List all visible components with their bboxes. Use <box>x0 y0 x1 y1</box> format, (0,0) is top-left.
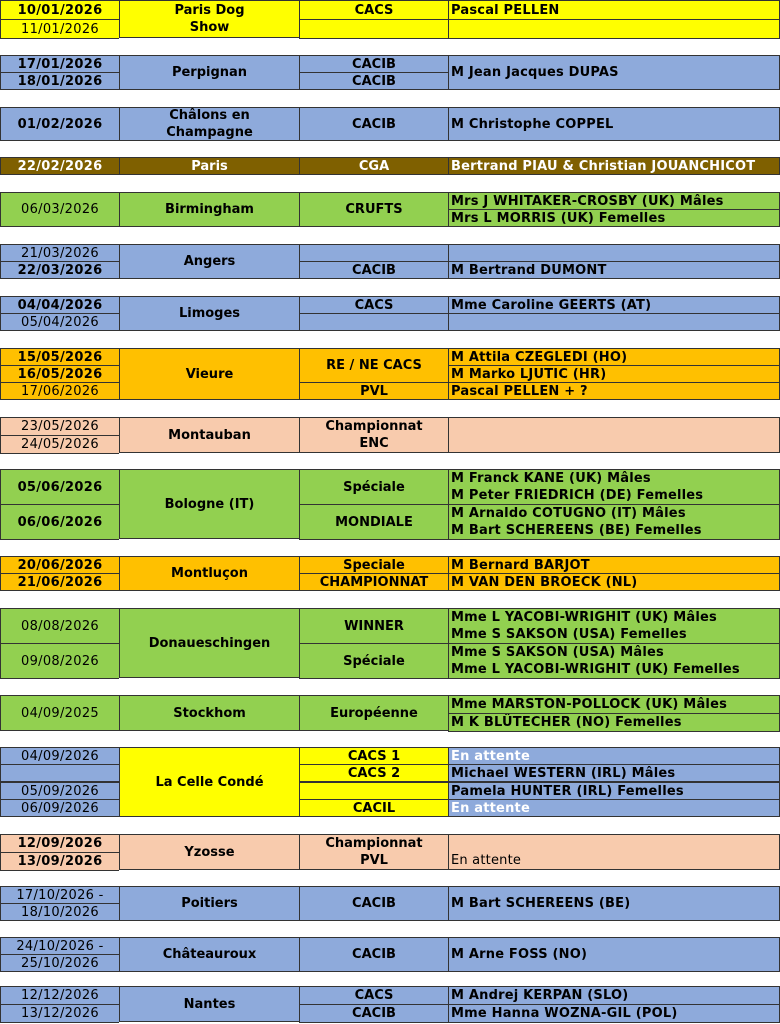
event-judges-cell <box>448 573 780 591</box>
event-date: 04/09/2026 <box>21 748 99 764</box>
event-date: 01/02/2026 <box>17 116 103 132</box>
event-title <box>300 245 448 261</box>
event-date: 06/03/2026 <box>21 202 99 217</box>
event-judges-cell <box>448 19 780 39</box>
event-title-cell <box>299 107 448 141</box>
event-title: Championnat <box>325 419 423 434</box>
event-judges-cell <box>448 643 780 679</box>
event-city: Châlons en <box>169 108 250 123</box>
event-date-cell <box>0 365 119 383</box>
event-date-cell <box>0 937 119 955</box>
event-date-cell <box>0 608 119 644</box>
judge-name: Mme S SAKSON (USA) Femelles <box>451 627 687 642</box>
judge-name: En attente <box>451 748 530 764</box>
event-date-cell <box>0 348 119 366</box>
event-city-cell <box>119 192 299 227</box>
event-date: 11/01/2026 <box>21 21 99 37</box>
event-title: CGA <box>358 158 390 174</box>
event-date: 12/09/2026 <box>17 836 103 851</box>
event-title-cell <box>299 695 448 731</box>
event-date-cell <box>0 382 119 400</box>
event-date-cell <box>0 886 119 904</box>
event-judges-cell <box>448 296 780 314</box>
event-city-cell <box>119 296 299 331</box>
event-city-cell <box>119 348 299 400</box>
judge-name: Michael WESTERN (IRL) Mâles <box>451 765 676 781</box>
event-date-cell <box>0 261 119 279</box>
event-city: Perpignan <box>171 65 248 80</box>
event-judges-cell <box>448 695 780 714</box>
event-city: Show <box>189 20 230 35</box>
event-city-cell <box>119 55 299 90</box>
event-judges-cell <box>448 799 780 817</box>
event-title: CACIB <box>352 896 396 911</box>
event-date-cell <box>0 107 119 141</box>
judge-name: M Christophe COPPEL <box>451 116 614 132</box>
event-title <box>300 21 448 38</box>
judge-name: Mme S SAKSON (USA) Mâles <box>451 645 664 660</box>
event-city-cell <box>119 608 299 678</box>
event-city-cell <box>119 244 299 279</box>
event-city: Angers <box>183 254 236 269</box>
event-date-cell <box>0 747 119 765</box>
event-date: 12/12/2026 <box>21 988 99 1003</box>
event-title-cell <box>299 1004 448 1023</box>
event-judges-cell <box>448 209 780 227</box>
event-city-cell <box>119 695 299 731</box>
event-date: 22/02/2026 <box>17 158 103 174</box>
event-date: 05/04/2026 <box>21 314 99 330</box>
event-judges-cell <box>448 417 780 453</box>
judge-name: M Andrej KERPAN (SLO) <box>451 988 629 1003</box>
event-city: Stockhom <box>173 705 246 721</box>
event-title-cell <box>299 747 448 765</box>
event-title-cell <box>299 886 448 921</box>
judge-name <box>451 245 779 261</box>
event-title: PVL <box>360 383 388 399</box>
event-date: 18/01/2026 <box>17 73 103 89</box>
event-title: CACIB <box>352 262 396 278</box>
event-date: 21/06/2026 <box>17 574 103 590</box>
event-title-cell <box>299 573 448 591</box>
event-judges-cell <box>448 244 780 262</box>
event-judges-cell <box>448 937 780 972</box>
event-title: RE / NE CACS <box>326 358 422 373</box>
event-city: Yzosse <box>184 844 235 860</box>
event-title: CACIB <box>352 947 396 962</box>
event-date-cell <box>0 313 119 331</box>
event-date: 22/03/2026 <box>17 262 103 278</box>
event-title <box>300 783 448 799</box>
event-date: 06/09/2026 <box>21 800 99 816</box>
event-city-cell <box>119 107 299 141</box>
event-title: CACS <box>354 988 394 1003</box>
judge-name <box>451 427 779 444</box>
event-date: 08/08/2026 <box>21 618 99 634</box>
event-date-cell <box>0 192 119 227</box>
event-judges-cell <box>448 986 780 1005</box>
event-title-cell <box>299 834 448 870</box>
event-city: Châteauroux <box>162 947 257 962</box>
event-date: 23/05/2026 <box>21 419 99 434</box>
event-judges-cell <box>448 608 780 644</box>
event-title-cell <box>299 0 448 20</box>
event-date-cell <box>0 764 119 782</box>
event-judges-cell <box>448 782 780 800</box>
event-judges-cell <box>448 313 780 331</box>
event-judges-cell <box>448 747 780 765</box>
event-judges-cell <box>448 107 780 141</box>
event-judges-cell <box>448 365 780 383</box>
event-city-cell <box>119 986 299 1022</box>
judge-name: M VAN DEN BROECK (NL) <box>451 574 638 590</box>
event-judges-cell <box>448 1004 780 1023</box>
judge-name: Mme L YACOBI-WRIGHIT (UK) Femelles <box>451 662 740 677</box>
judge-name: Mme MARSTON-POLLOCK (UK) Mâles <box>451 697 728 712</box>
judge-name: Mme L YACOBI-WRIGHIT (UK) Mâles <box>451 610 717 625</box>
event-date: 15/05/2026 <box>17 349 103 365</box>
event-city-cell <box>119 834 299 870</box>
judge-name: Mme Caroline GEERTS (AT) <box>451 297 652 313</box>
event-date: 17/01/2026 <box>17 56 103 72</box>
event-judges-cell <box>448 0 780 20</box>
event-city: Paris Dog <box>174 3 245 18</box>
event-title-cell <box>299 608 448 644</box>
judge-name: M Peter FRIEDRICH (DE) Femelles <box>451 488 704 503</box>
event-date-cell <box>0 0 119 20</box>
event-date: 13/09/2026 <box>17 854 103 869</box>
event-city: Limoges <box>178 306 241 321</box>
event-title: PVL <box>360 853 388 868</box>
event-title-cell <box>299 72 448 90</box>
judge-name: M Bertrand DUMONT <box>451 262 607 278</box>
event-title: CHAMPIONNAT <box>319 574 429 590</box>
judge-name: M Bart SCHEREENS (BE) Femelles <box>451 523 702 538</box>
event-date-cell <box>0 244 119 262</box>
event-judges-cell <box>448 157 780 175</box>
event-title-cell <box>299 55 448 73</box>
event-city-cell <box>119 556 299 591</box>
event-title: CACS 2 <box>347 765 401 781</box>
event-date-cell <box>0 19 119 39</box>
judge-name <box>451 21 779 38</box>
judge-name: Pascal PELLEN + ? <box>451 383 588 399</box>
event-city: Montluçon <box>171 566 248 581</box>
event-date: 24/05/2026 <box>21 437 99 452</box>
event-date-cell <box>0 55 119 73</box>
event-title-cell <box>299 261 448 279</box>
event-date: 09/08/2026 <box>21 653 99 669</box>
event-title-cell <box>299 799 448 817</box>
event-title-cell <box>299 504 448 540</box>
event-date-cell <box>0 469 119 505</box>
event-title: Spéciale <box>343 653 405 669</box>
event-city-cell <box>119 937 299 972</box>
judge-name: En attente <box>451 853 522 868</box>
event-title: MONDIALE <box>335 514 413 530</box>
event-city-cell <box>119 886 299 921</box>
event-judges-cell <box>448 886 780 921</box>
event-title: Spéciale <box>343 479 405 495</box>
event-date-cell <box>0 903 119 921</box>
judge-name: M Franck KANE (UK) Mâles <box>451 471 651 486</box>
judge-name: M Bernard BARJOT <box>451 557 590 573</box>
event-title: WINNER <box>344 618 404 634</box>
event-city: Nantes <box>183 996 236 1012</box>
event-city: La Celle Condé <box>155 774 264 790</box>
event-date: 17/06/2026 <box>21 383 99 399</box>
event-judges-cell <box>448 504 780 540</box>
event-date-cell <box>0 556 119 574</box>
event-date-cell <box>0 1004 119 1023</box>
event-title: CACS <box>354 2 394 18</box>
event-title: CACS <box>354 297 394 313</box>
event-title-cell <box>299 19 448 39</box>
event-title: CACIB <box>352 56 396 72</box>
event-judges-cell <box>448 713 780 732</box>
event-date: 04/04/2026 <box>17 297 103 313</box>
event-date: 17/10/2026 - <box>16 887 104 903</box>
judge-name: M Attila CZEGLEDI (HO) <box>451 349 628 365</box>
event-date: 16/05/2026 <box>17 366 103 382</box>
event-title-cell <box>299 556 448 574</box>
event-date-cell <box>0 799 119 817</box>
event-city-cell <box>119 157 299 175</box>
event-date: 10/01/2026 <box>17 2 103 18</box>
event-date-cell <box>0 435 119 454</box>
event-judges-cell <box>448 469 780 505</box>
judge-name: M Arne FOSS (NO) <box>451 947 588 962</box>
event-title-cell <box>299 643 448 679</box>
event-city-cell <box>119 469 299 539</box>
event-judges-cell <box>448 261 780 279</box>
event-date <box>1 765 119 781</box>
event-title: CACIB <box>352 116 396 132</box>
event-date-cell <box>0 296 119 314</box>
event-date-cell <box>0 954 119 972</box>
event-title-cell <box>299 417 448 453</box>
event-judges-cell <box>448 556 780 574</box>
event-city: Montauban <box>168 427 251 443</box>
event-date-cell <box>0 834 119 853</box>
event-date: 20/06/2026 <box>17 557 103 573</box>
event-title-cell <box>299 192 448 227</box>
event-date-cell <box>0 417 119 436</box>
event-date-cell <box>0 504 119 540</box>
event-judges-cell <box>448 348 780 366</box>
event-judges-cell <box>448 55 780 90</box>
judge-name: M Bart SCHEREENS (BE) <box>451 896 631 911</box>
event-title: CRUFTS <box>345 202 403 217</box>
event-title: Speciale <box>343 557 405 573</box>
event-city: Donaueschingen <box>148 635 271 651</box>
event-date-cell <box>0 695 119 731</box>
event-title-cell <box>299 244 448 262</box>
event-date-cell <box>0 157 119 175</box>
event-title-cell <box>299 157 448 175</box>
event-date: 04/09/2025 <box>21 705 99 721</box>
event-title-cell <box>299 986 448 1005</box>
event-date: 13/12/2026 <box>21 1006 99 1021</box>
event-city: Paris <box>191 158 228 174</box>
judge-name: Mrs J WHITAKER-CROSBY (UK) Mâles <box>451 193 724 209</box>
event-title-cell <box>299 296 448 314</box>
judge-name: Bertrand PIAU & Christian JOUANCHICOT <box>451 158 756 174</box>
event-city: Birmingham <box>165 202 254 217</box>
event-title: CACIL <box>352 800 396 816</box>
event-date: 24/10/2026 - <box>16 938 104 954</box>
event-city-cell <box>119 417 299 453</box>
event-date-cell <box>0 986 119 1005</box>
judge-name: M Marko LJUTIC (HR) <box>451 366 607 382</box>
event-title-cell <box>299 469 448 505</box>
judge-name: Pascal PELLEN <box>451 2 560 18</box>
event-title-cell <box>299 782 448 800</box>
event-date-cell <box>0 643 119 679</box>
judge-name: Mme Hanna WOZNA-GIL (POL) <box>451 1006 678 1021</box>
event-date: 05/09/2026 <box>21 783 99 799</box>
event-city: Poitiers <box>181 896 238 911</box>
event-city: Vieure <box>185 366 234 382</box>
event-city-cell <box>119 747 299 817</box>
event-date: 18/10/2026 <box>21 904 99 920</box>
event-title: CACIB <box>352 1006 396 1021</box>
event-title-cell <box>299 313 448 331</box>
event-judges-cell <box>448 764 780 782</box>
event-judges-cell <box>448 192 780 210</box>
event-title: CACS 1 <box>347 748 401 764</box>
event-title: Championnat <box>325 836 423 851</box>
judge-name <box>451 314 779 330</box>
event-city: Champagne <box>166 125 253 140</box>
event-date-cell <box>0 852 119 871</box>
event-title: Européenne <box>330 705 418 721</box>
event-date-cell <box>0 782 119 800</box>
event-title-cell <box>299 764 448 782</box>
event-judges-cell <box>448 382 780 400</box>
event-city: Bologne (IT) <box>164 496 255 512</box>
judge-name: M Jean Jacques DUPAS <box>451 65 619 80</box>
event-title-cell <box>299 348 448 383</box>
judge-name: M Arnaldo COTUGNO (IT) Mâles <box>451 506 686 521</box>
judge-name: M K BLÜTECHER (NO) Femelles <box>451 715 682 730</box>
event-judges-cell <box>448 834 780 870</box>
judge-name: Mrs L MORRIS (UK) Femelles <box>451 210 666 226</box>
event-title <box>300 314 448 330</box>
event-title-cell <box>299 937 448 972</box>
judge-name: En attente <box>451 800 530 816</box>
event-date: 21/03/2026 <box>21 245 99 261</box>
event-title: CACIB <box>352 73 396 89</box>
event-title-cell <box>299 382 448 400</box>
event-date: 06/06/2026 <box>17 514 103 530</box>
event-date-cell <box>0 72 119 90</box>
event-date-cell <box>0 573 119 591</box>
event-date: 25/10/2026 <box>21 955 99 971</box>
judge-name: Pamela HUNTER (IRL) Femelles <box>451 783 684 799</box>
event-title: ENC <box>359 436 389 451</box>
event-city-cell <box>119 0 299 38</box>
event-date: 05/06/2026 <box>17 479 103 495</box>
